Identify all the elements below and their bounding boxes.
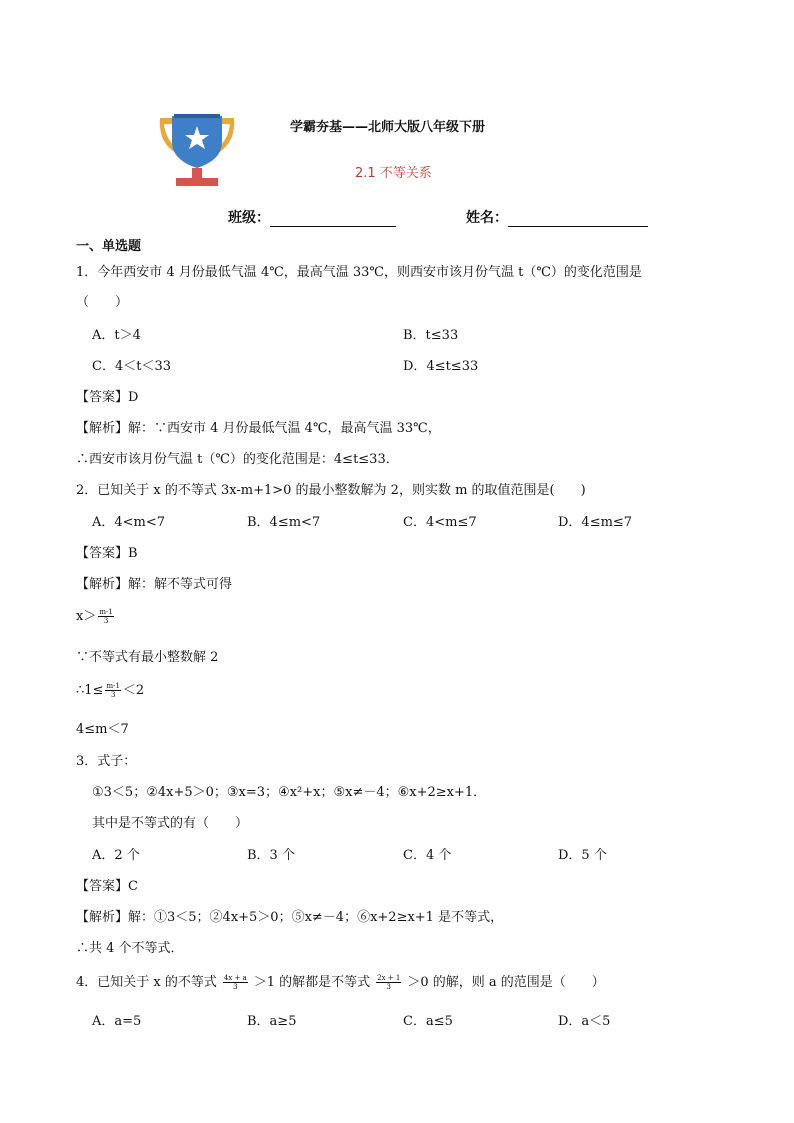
q2-option-d: D．4≤m≤7	[558, 515, 633, 530]
q4-fraction-1: $\frac{4x + a}{3}$	[223, 974, 247, 991]
q2-fraction: $\frac{m-1}{3}$	[99, 608, 113, 625]
name-label: 姓名：	[466, 210, 508, 226]
q3-question: 其中是不等式的有（ ）	[92, 816, 249, 831]
q2-stem: 2．已知关于 x 的不等式 3x-m+1>0 的最小整数解为 2，则实数 m 的取值范围是( )	[76, 483, 586, 498]
q2-answer: 【答案】B	[76, 546, 138, 561]
doc-title: 学霸夯基——北师大版八年级下册	[290, 120, 486, 135]
q2-option-b: B．4≤m<7	[247, 515, 321, 530]
q2-step1-left: x＞	[76, 609, 97, 624]
trophy-logo-icon	[154, 112, 240, 188]
q2-step3-right: ＜2	[122, 683, 145, 698]
class-field[interactable]	[228, 207, 396, 227]
q4-option-d: D．a＜5	[558, 1014, 611, 1029]
q4-option-a: A．a=5	[92, 1014, 142, 1029]
q1-stem-line2: （ ）	[76, 295, 129, 310]
q1-option-c: C．4＜t＜33	[92, 359, 171, 374]
q3-option-c: C．4 个	[403, 848, 452, 863]
q1-option-d: D．4≤t≤33	[403, 359, 479, 374]
q2-option-c: C．4<m≤7	[403, 515, 477, 530]
q3-option-b: B．3 个	[247, 848, 295, 863]
q4-stem	[76, 971, 605, 991]
q1-option-a: A．t＞4	[92, 328, 141, 343]
q2-analysis: 【解析】解：解不等式可得	[76, 577, 233, 592]
q3-analysis: 【解析】解：①3＜5；②4x+5＞0；⑤x≠－4；⑥x+2≥x+1 是不等式，	[76, 910, 504, 925]
q4-fraction-2: $\frac{2x + 1}{3}$	[377, 974, 401, 991]
q2-option-a: A．4<m<7	[92, 515, 166, 530]
q2-step3-fraction: $\frac{m-1}{3}$	[106, 682, 120, 699]
q1-analysis: 【解析】解：∵西安市 4 月份最低气温 4℃，最高气温 33℃，	[76, 421, 441, 436]
q2-step1	[76, 605, 116, 625]
q3-analysis-conclusion: ∴共 4 个不等式．	[76, 941, 184, 956]
q2-step3	[76, 679, 144, 699]
q3-items: ①3＜5；②4x+5＞0；③x=3；④x²+x；⑤x≠－4；⑥x+2≥x+1．	[92, 785, 487, 800]
q3-option-d: D．5 个	[558, 848, 607, 863]
q3-answer: 【答案】C	[76, 879, 138, 894]
q3-option-a: A．2 个	[92, 848, 140, 863]
section-heading: 一、单选题	[76, 239, 142, 254]
q1-analysis-conclusion: ∴西安市该月份气温 t（℃）的变化范围是：4≤t≤33．	[76, 452, 399, 467]
q1-option-b: B．t≤33	[403, 328, 459, 343]
class-label: 班级：	[228, 210, 270, 226]
q2-step4: 4≤m＜7	[76, 722, 129, 737]
q4-option-c: C．a≤5	[403, 1014, 453, 1029]
q2-step2: ∵不等式有最小整数解 2	[76, 650, 219, 665]
q4-stem-b: ＞1 的解都是不等式	[253, 975, 371, 990]
q4-stem-a: 4．已知关于 x 的不等式	[76, 975, 217, 990]
name-field[interactable]	[466, 207, 648, 227]
q3-stem: 3．式子：	[76, 754, 137, 769]
q4-stem-c: ＞0 的解，则 a 的范围是（ ）	[407, 975, 605, 990]
q1-stem: 1．今年西安市 4 月份最低气温 4℃，最高气温 33℃，则西安市该月份气温 t（℃）的变化范围是	[76, 265, 642, 280]
q2-step3-left: ∴1≤	[76, 683, 104, 698]
doc-subtitle: 2.1 不等关系	[355, 166, 432, 181]
q1-answer: 【答案】D	[76, 390, 139, 405]
q4-option-b: B．a≥5	[247, 1014, 297, 1029]
